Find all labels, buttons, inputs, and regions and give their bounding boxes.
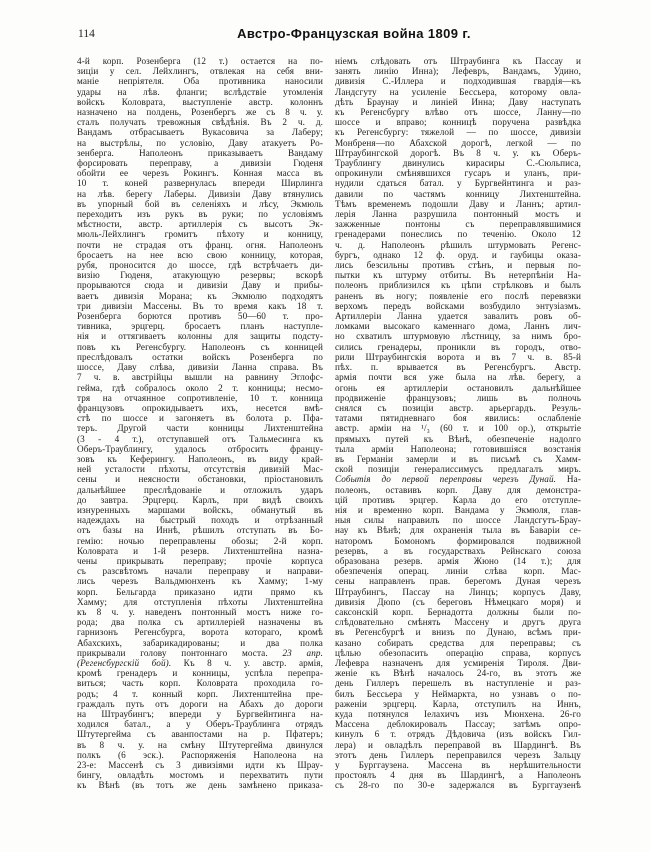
text-line: лись черезъ Вальдмюнхенъ къ Хамму; 1-му <box>77 576 323 587</box>
text-line: пытки къ штурму отбиты. Въ нетерпѣніи На- <box>335 270 581 281</box>
text-line: цій противъ эрцгер. Карла до его отступле- <box>335 494 581 505</box>
text-line: наторомъ Бомономъ формировался подвижной <box>335 535 581 546</box>
text-line: зажженные понтоны съ переправлявшимися <box>335 219 581 230</box>
text-line: (3 - 4 т.), отступавшей отъ Тальмесинга къ <box>77 433 323 444</box>
text-line: Штутергейма съ аванпостами на р. Пфатеръ; <box>77 729 323 740</box>
text-line: граждалъ путь отъ дороги на Абахъ до дороги <box>77 698 323 709</box>
text-line: цѣлью обезопасить операцію справа, корпусъ <box>335 647 581 658</box>
text-line: Розенберга борются противъ 50—60 т. про- <box>77 311 323 322</box>
text-line: корп. Бельгарда приказано идти прямо къ <box>77 586 323 597</box>
text-line: ломками высокаго каменнаго дома, Ланнъ лич- <box>335 321 581 332</box>
text-line: Монбреня—по Абахской дорогѣ, легкой — по <box>335 137 581 148</box>
text-line: на выстрѣлы, по условію, Даву атакуетъ Ро- <box>77 137 323 148</box>
text-line: Вандамъ отбрасываетъ Вукасовича за Лаберу; <box>77 127 323 138</box>
text-line: сталъ получать тревожныя свѣдѣнія. Въ 2 ч. д. <box>77 117 323 128</box>
text-line: 23-е: Массенѣ съ 3 дивизіями идти къ Шрау- <box>77 760 323 771</box>
text-line: нау къ Вѣнѣ; для охраненія тыла въ Баваріи се- <box>335 525 581 536</box>
text-line: въ 8 ч. у. на смѣну Штутергейма двинулся <box>77 739 323 750</box>
text-line: маніе непріятеля. Оба противника наносили <box>77 76 323 87</box>
text-line: почти не страдая отъ франц. огня. Наполеонъ <box>77 239 323 250</box>
text-line: рили Штраубингскія ворота и въ 7 ч. в. 85-й <box>335 351 581 362</box>
text-line: преслѣдовалъ остатки войскъ Розенберга по <box>77 351 323 362</box>
text-column-right <box>335 56 581 791</box>
text-line: продвиженіе французовъ; лишь въ полночь <box>335 392 581 403</box>
text-line: дѣть Браунау и линіей Инна; Даву наступать <box>335 96 581 107</box>
text-line: Штраубингской дорогѣ. Въ 8 ч. у. къ Оберъ- <box>335 147 581 158</box>
text-line: дальнѣйшее преслѣдованіе и отложилъ ударъ <box>77 484 323 495</box>
text-line: 7 ч. в. австрійцы вышли на равнину Эглофс- <box>77 372 323 383</box>
text-line: повъ къ Регенсбургу. Наполеонъ съ конницей <box>77 341 323 352</box>
text-line: назначено на полдень, Розенбергъ же съ 8 ч. у. <box>77 107 323 118</box>
text-line: до завтра. Эрцгерц. Карлъ, при видѣ своихъ <box>77 494 323 505</box>
text-line: къ 8 ч. у. наведенъ понтонный мостъ ниже го- <box>77 606 323 617</box>
text-line: у Бурггаузена. Массена въ нерѣшительности <box>335 760 581 771</box>
text-line: дивизія С.-Иллера и подходившая гвардія—къ <box>335 76 581 87</box>
page-body <box>77 56 581 791</box>
text-line: зовъ къ Кеферингу. Наполеонъ, въ виду край- <box>77 453 323 464</box>
text-line: ваетъ дивизія Морана; къ Экмюлю подходятъ <box>77 290 323 301</box>
text-line: тыла арміи Наполеона; готовившіяся возстанія <box>335 443 581 454</box>
text-line: нія и временно корп. Вандама у Экмюля, глав- <box>335 504 581 515</box>
text-line: Ландсгуту на усиленіе Бессьера, которому овла- <box>335 86 581 97</box>
text-line: тивника, эрцгерц. бросаетъ планъ наступле- <box>77 321 323 332</box>
text-line: дивизія Дюпо (съ береговъ Нѣмецкаго моря) и <box>335 596 581 607</box>
text-line: Массена деблокировалъ Пассау; затѣмъ опро- <box>335 719 581 730</box>
text-line: обойти ее черезъ Рокингъ. Конная масса въ <box>77 168 323 179</box>
text-line: раженіи эрцгерц. Карла, отступилъ на Иннъ, <box>335 698 581 709</box>
text-line: раненъ въ ногу; появленіе его послѣ перевязки <box>335 290 581 301</box>
text-line: саксонскій корп. Бернадотта должны были по- <box>335 606 581 617</box>
text-line: мѣстности, австр. артиллерія съ высотъ Эк- <box>77 219 323 230</box>
text-line: зиціи у сел. Лейхлингъ, отвлекая на себя вни- <box>77 66 323 77</box>
text-line: бингу, овладѣть мостомъ и перехватить пути <box>77 770 323 781</box>
text-line: но схватилъ штурмовую лѣстницу, за нимъ бро- <box>335 331 581 342</box>
text-line: этотъ день Гиллеръ переправился черезъ Зальцу <box>335 749 581 760</box>
text-line: войскъ Коловрата, выступленіе австр. колоннъ <box>77 96 323 107</box>
text-line: шоссе и вправо; конницѣ поручена развѣдка <box>335 117 581 128</box>
text-line: бросаетъ на нее всю свою конницу, которая, <box>77 249 323 260</box>
text-line: Событія до первой переправы черезъ Дунай. На- <box>335 474 581 485</box>
text-line: армія почти вся уже была на лѣв. берегу, а <box>335 372 581 383</box>
running-header-title: Австро-Французская война 1809 г. <box>237 26 471 41</box>
text-line: пѣх. п. врывается въ Регенсбургъ. Австр. <box>335 362 581 373</box>
text-line: лера) и овладѣлъ переправой въ Шардингѣ. Въ <box>335 739 581 750</box>
text-line: лерія Ланна разрушила понтонный мостъ и <box>335 209 581 220</box>
text-line: ней усталости пѣхоты, отсутствія дивизій Мас- <box>77 464 323 475</box>
text-line: ныя силы направилъ по шоссе Ландсгутъ-Брау- <box>335 515 581 526</box>
text-line: въ упорный бой въ селеніяхъ и лѣсу, Экмюль <box>77 198 323 209</box>
text-line: удары на лѣв. фланги; вслѣдствіе утомленія <box>77 86 323 97</box>
text-line: сены и неясности обстановки, пріостановилъ <box>77 474 323 485</box>
text-line: гемію: ночью переправлены обозы; 2-й корп. <box>77 535 323 546</box>
text-line: казано собирать средства для переправы; съ <box>335 637 581 648</box>
text-line: въ Германіи замерли и въ письмѣ съ Хамм- <box>335 453 581 464</box>
text-line: гарнизонъ Регенсбурга, ворота котораго, кромѣ <box>77 627 323 638</box>
text-line: полеонъ, оставивъ корп. Даву для демонстра- <box>335 484 581 495</box>
text-line: верхомъ передъ войсками возбудило энтузіазмъ. <box>335 300 581 311</box>
text-line: ч. д. Наполеонъ рѣшилъ штурмовать Регенс- <box>335 239 581 250</box>
text-line: полкъ (6 эск.). Распоряженія Наполеона на <box>77 749 323 760</box>
text-line: австр. арміи на ¹/₃ (60 т. и 100 ор.), открытіе <box>335 423 581 434</box>
page-number: 114 <box>78 28 95 40</box>
text-line: виться; часть корп. Коловрата проходила го- <box>77 678 323 689</box>
text-line: бургъ, однако 12 ф. оруд. и гаубицы оказа- <box>335 249 581 260</box>
text-line: резервъ, а въ государствахъ Рейнскаго союза <box>335 545 581 556</box>
text-line: рода; два полка съ артиллеріей назначены въ <box>77 617 323 628</box>
text-line: занять линію Инна); Лефевръ, Вандамъ, Удино, <box>335 66 581 77</box>
text-line: на лѣв. берегу Лаберы. Дивизіи Даву втянулись <box>77 188 323 199</box>
text-line: день Гиллеръ перешелъ въ наступленіе и раз- <box>335 678 581 689</box>
text-line: полеонъ приблизился къ цѣпи стрѣлковъ и былъ <box>335 280 581 291</box>
text-line: давили по частямъ конницу Лихтенштейна. <box>335 188 581 199</box>
text-line: 4-й корп. Розенберга (12 т.) остается на по- <box>77 56 323 66</box>
text-line: прорываются сюда и дивизіи Даву и прибы- <box>77 280 323 291</box>
text-line: шоссе, Даву слѣва, дивизіи Ланна справа. Въ <box>77 362 323 373</box>
text-line: (Регенсбургскій бой). Къ 8 ч. у. австр. армія, <box>77 657 323 668</box>
text-column-left <box>77 56 323 791</box>
text-line: на Штраубингъ; впереди у Бургвейнтинга на- <box>77 709 323 719</box>
text-line: къ Регенсбургу влѣво отъ шоссе, Ланну—по <box>335 107 581 118</box>
text-line: мюль-Лейхлингъ громитъ пѣхоту и конницу, <box>77 229 323 240</box>
text-line: слѣдовательно смѣнять Массену и другъ друга <box>335 617 581 628</box>
text-line: Лефевра назначенъ для усмиренія Тироля. Дви- <box>335 657 581 668</box>
text-line: въ Регенсбургѣ и внизъ по Дунаю, всѣмъ при- <box>335 627 581 638</box>
text-line: простоялъ 4 дня въ Шардингѣ, а Наполеонъ <box>335 770 581 781</box>
text-line: снялся съ позиціи австр. арьергардъ. Резуль- <box>335 402 581 413</box>
text-line: огонь ея артиллеріи остановилъ дальнѣйшее <box>335 382 581 393</box>
text-line: Оберъ-Траублингу, удалось отбросить францу- <box>77 443 323 454</box>
text-line: нудили сдаться батал. у Бургвейнтинга и раз- <box>335 178 581 189</box>
text-line: опрокинули смѣнявшихся гусаръ и уланъ, при- <box>335 168 581 179</box>
text-line: Артиллеріи Ланна удается завалить ровъ об- <box>335 311 581 322</box>
text-line: лись безсильны противъ стѣнъ, и первыя по- <box>335 260 581 271</box>
text-line: ской позиціи генералиссимусъ предлагалъ миръ. <box>335 464 581 475</box>
text-line: Коловрата и 1-й резерв. Лихтенштейна назна- <box>77 545 323 556</box>
text-line: образована резерв. армія Жюно (14 т.); для <box>335 555 581 566</box>
text-line: чены прикрывать переправу; прочіе корпуса <box>77 555 323 566</box>
text-line: прямыхъ путей къ Вѣнѣ, обезпеченіе надолго <box>335 433 581 444</box>
text-line: Хамму; для отступленія пѣхоты Лихтенштейна <box>77 596 323 607</box>
text-line: ходился батал., а у Оберъ-Траублинга отрядъ <box>77 719 323 730</box>
text-line: зенберга. Наполеонъ приказываетъ Вандаму <box>77 147 323 158</box>
text-line: визію Гюденя, атакующую резервы; вскорѣ <box>77 270 323 281</box>
text-line: куда потянулся Іелахичъ изъ Мюнхена. 26-го <box>335 709 581 719</box>
text-line: тря на отчаянное сопротивленіе, 10 т. конница <box>77 392 323 403</box>
text-line: теръ. Другой части конницы Лихтенштейна <box>77 423 323 434</box>
text-line: французовъ опрокидываетъ ихъ, несется вмѣ- <box>77 402 323 413</box>
text-line: ніемъ слѣдовать отъ Штраубинга къ Пассау и <box>335 56 581 66</box>
text-line: къ Регенсбургу: тяжелой — по шоссе, дивизіи <box>335 127 581 138</box>
text-line: съ разсвѣтомъ начали переправу и направи- <box>77 566 323 577</box>
text-line: нія и оттягиваетъ колонны для защиты подсту- <box>77 331 323 342</box>
text-line: переходитъ изъ рукъ въ руки; по условіямъ <box>77 209 323 220</box>
page-header <box>78 26 590 44</box>
text-line: Абахскихъ, забарикадированы; и два полка <box>77 637 323 648</box>
text-line: кинулъ 6 т. отрядъ Дѣдовича (изъ войскъ Гил- <box>335 729 581 740</box>
text-line: женіе къ Вѣнѣ началось 24-го, въ этотъ же <box>335 668 581 679</box>
text-line: къ Вѣнѣ (въ тотъ же день замѣнено приказа- <box>77 780 323 791</box>
text-line: Штраубингъ, Пассау на Линцъ; корпусъ Даву, <box>335 586 581 597</box>
text-line: рубя, проносится до шоссе, гдѣ встрѣчаетъ ди- <box>77 260 323 271</box>
text-line: билъ Бессьера у Неймаркта, но узнавъ о по- <box>335 688 581 699</box>
text-line: съ 28-го по 30-е задержался въ Бурггаузенѣ <box>335 780 581 791</box>
text-line: Траублингу двинулись кирасиры С.-Сюльписа, <box>335 158 581 169</box>
text-line: сились гренадеры, проникли въ городъ, отво- <box>335 341 581 352</box>
text-line: отъ базы на Иннѣ, рѣшилъ отступать въ Бо- <box>77 525 323 536</box>
text-line: кромѣ гренадеръ и конницы, успѣла перепра- <box>77 668 323 679</box>
text-line: обезпеченія операц. линіи слѣва корп. Мас- <box>335 566 581 577</box>
text-line: родъ; 4 т. конный корп. Лихтенштейна пре- <box>77 688 323 699</box>
text-line: изнуренныхъ маршами войскъ, обманутый въ <box>77 504 323 515</box>
text-line: гренадерами понеслись по теченію. Около 12 <box>335 229 581 240</box>
text-line: гейма, гдѣ собралось около 2 т. конницы; несмо- <box>77 382 323 393</box>
text-line: стѣ по шоссе и загоняетъ въ болота р. Пфа- <box>77 413 323 424</box>
text-line: 10 т. коней развернулась впереди Ширлинга <box>77 178 323 189</box>
text-line: сены направленъ прав. берегомъ Дуная черезъ <box>335 576 581 587</box>
text-line: прикрывали голову понтоннаго моста. 23 апр. <box>77 647 323 658</box>
text-line: форсировать переправу, а дивизіи Гюденя <box>77 158 323 169</box>
text-line: Тѣмъ временемъ подошли Даву и Ланнъ; артил- <box>335 198 581 209</box>
text-line: надеждахъ на быстрый походъ и отрѣзанный <box>77 515 323 526</box>
text-line: три дивизіи Массены. Въ то время какъ 18 т. <box>77 300 323 311</box>
text-line: татами пятидневнаго боя явились: ослабленіе <box>335 413 581 424</box>
